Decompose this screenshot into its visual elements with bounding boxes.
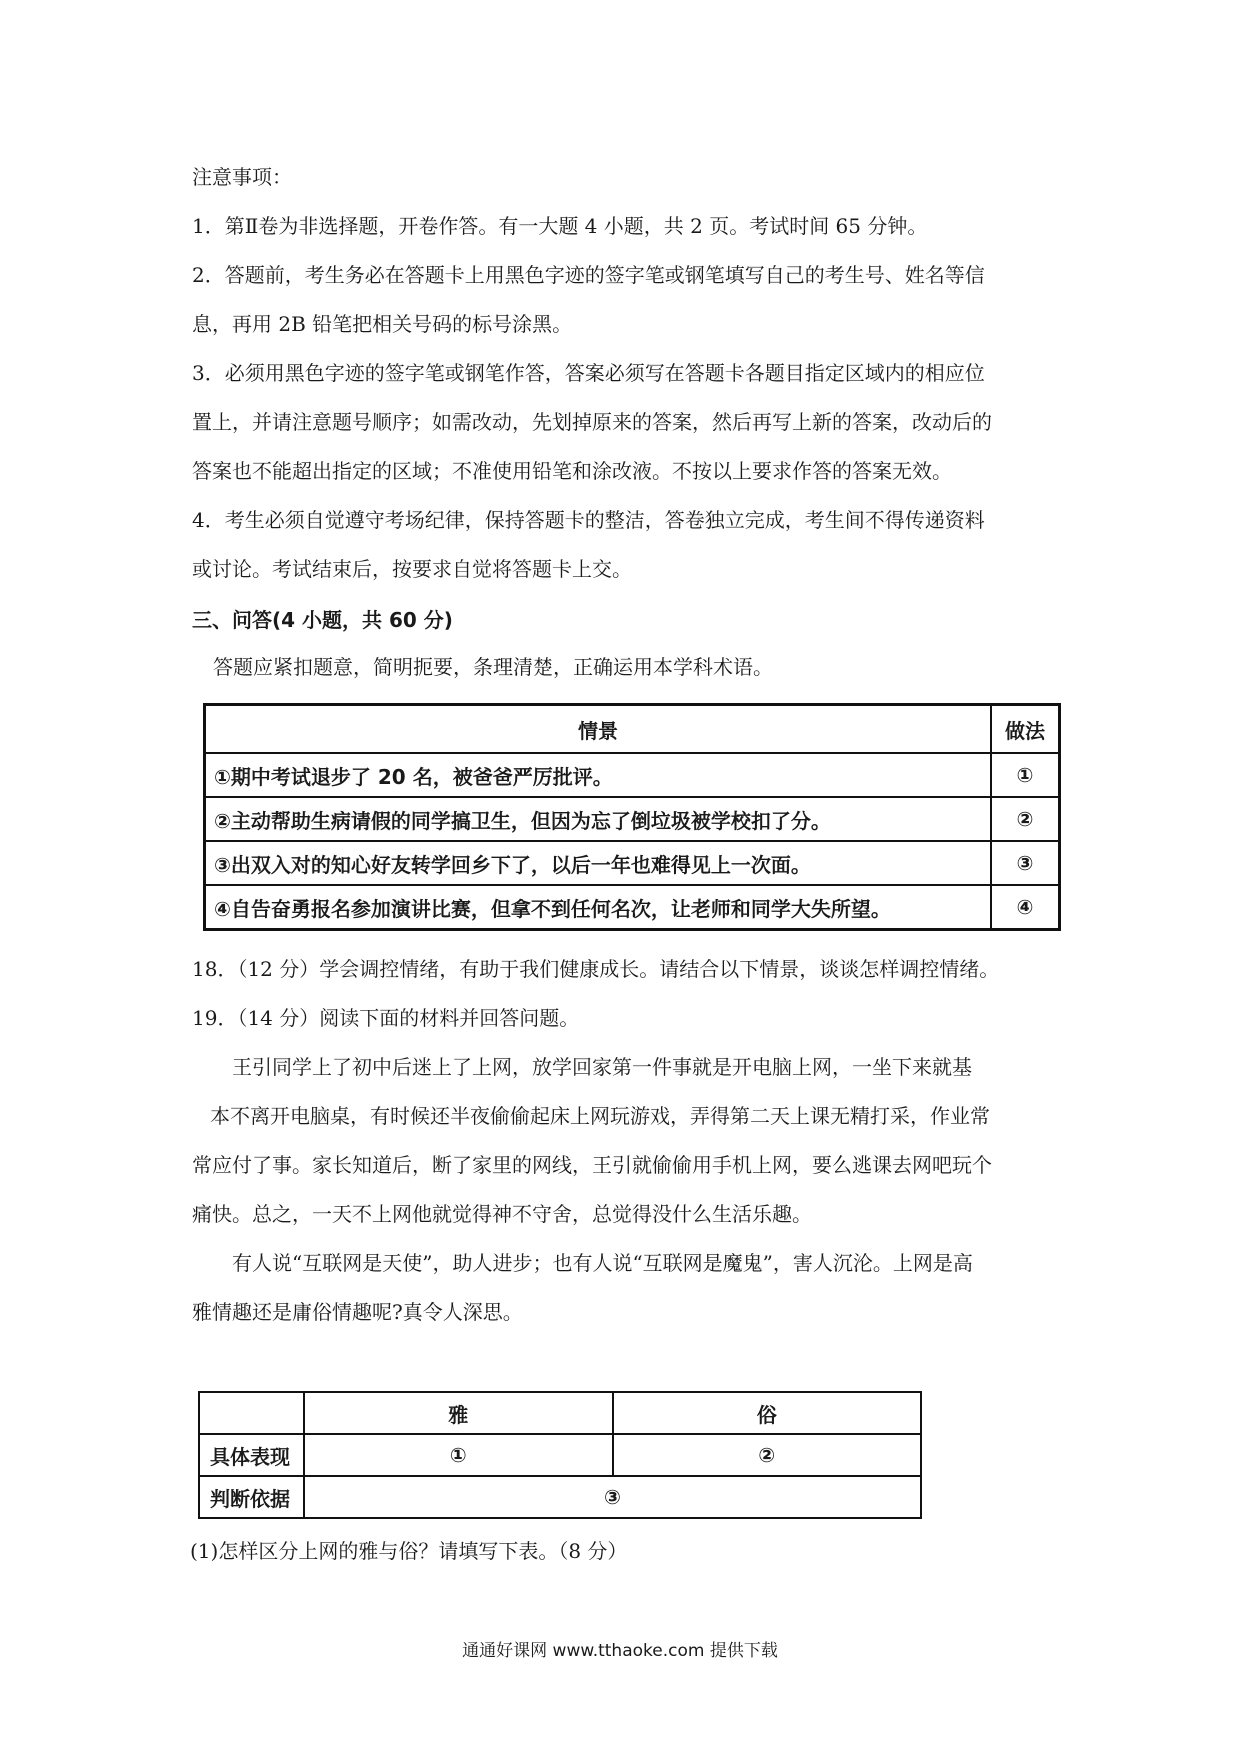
notice-item-2-line-1: 2．答题前，考生务必在答题卡上用黑色字迹的签字笔或钢笔填写自己的考生号、姓名等信 xyxy=(192,263,985,287)
q19-para1-line4: 痛快。总之，一天不上网他就觉得神不守舍，总觉得没什么生活乐趣。 xyxy=(192,1202,812,1226)
table-row xyxy=(205,797,1060,841)
scene-cell: ④自告奋勇报名参加演讲比赛，但拿不到任何名次，让老师和同学大失所望。 xyxy=(205,885,992,930)
q19-para1-line1: 王引同学上了初中后迷上了上网，放学回家第一件事就是开电脑上网，一坐下来就基 xyxy=(232,1055,972,1079)
su-performance-cell: ② xyxy=(613,1434,922,1476)
action-cell: ① xyxy=(991,753,1060,797)
notice-item-3-line-2: 置上，并请注意题号顺序；如需改动，先划掉原来的答案，然后再写上新的答案，改动后的 xyxy=(192,410,992,434)
ya-performance-cell: ① xyxy=(304,1434,613,1476)
action-cell: ④ xyxy=(991,885,1060,930)
header-action: 做法 xyxy=(991,705,1060,754)
ya-su-table xyxy=(198,1391,922,1519)
scene-cell: ①期中考试退步了 20 名，被爸爸严厉批评。 xyxy=(205,753,992,797)
section-title: 三、问答(4 小题，共 60 分) xyxy=(192,608,453,632)
notice-item-2-line-2: 息，再用 2B 铅笔把相关号码的标号涂黑。 xyxy=(192,312,573,336)
question-19-title: 19．（14 分）阅读下面的材料并回答问题。 xyxy=(192,1006,580,1030)
notice-item-3-line-1: 3．必须用黑色字迹的签字笔或钢笔作答，答案必须写在答题卡各题目指定区域内的相应位 xyxy=(192,361,985,385)
notice-item-4-line-2: 或讨论。考试结束后，按要求自觉将答题卡上交。 xyxy=(192,557,632,581)
scenario-table xyxy=(203,703,1061,931)
action-cell: ③ xyxy=(991,841,1060,885)
table-row xyxy=(205,753,1060,797)
header-ya: 雅 xyxy=(304,1392,613,1434)
q19-para2-line2: 雅情趣还是庸俗情趣呢?真令人深思。 xyxy=(192,1300,523,1324)
q19-para1-line3: 常应付了事。家长知道后，断了家里的网线，王引就偷偷用手机上网，要么逃课去网吧玩个 xyxy=(192,1153,992,1177)
scene-cell: ③出双入对的知心好友转学回乡下了，以后一年也难得见上一次面。 xyxy=(205,841,992,885)
q19-para2-line1: 有人说“互联网是天使”，助人进步；也有人说“互联网是魔鬼”，害人沉沦。上网是高 xyxy=(232,1251,973,1275)
row-label-performance: 具体表现 xyxy=(199,1434,304,1476)
footer-text: 通通好课网 www.tthaoke.com 提供下载 xyxy=(462,1641,778,1661)
notice-item-4-line-1: 4．考生必须自觉遵守考场纪律，保持答题卡的整洁，答卷独立完成，考生间不得传递资料 xyxy=(192,508,985,532)
header-su: 俗 xyxy=(613,1392,922,1434)
table-row xyxy=(205,885,1060,930)
table-header-row xyxy=(199,1392,921,1434)
section-instruction: 答题应紧扣题意，简明扼要，条理清楚，正确运用本学科术语。 xyxy=(213,655,773,679)
table-row xyxy=(199,1434,921,1476)
table-row xyxy=(199,1476,921,1518)
header-scene: 情景 xyxy=(205,705,992,754)
table-header-row xyxy=(205,705,1060,754)
corner-cell xyxy=(199,1392,304,1434)
row-label-basis: 判断依据 xyxy=(199,1476,304,1518)
question-18: 18．（12 分）学会调控情绪，有助于我们健康成长。请结合以下情景，谈谈怎样调控情绪。 xyxy=(192,957,1000,981)
basis-cell: ③ xyxy=(304,1476,921,1518)
table-row xyxy=(205,841,1060,885)
scene-cell: ②主动帮助生病请假的同学搞卫生，但因为忘了倒垃圾被学校扣了分。 xyxy=(205,797,992,841)
q19-para1-line2: 本不离开电脑桌，有时候还半夜偷偷起床上网玩游戏，弄得第二天上课无精打采，作业常 xyxy=(210,1104,990,1128)
action-cell: ② xyxy=(991,797,1060,841)
q19-subquestion-1: (1)怎样区分上网的雅与俗？请填写下表。（8 分） xyxy=(190,1539,628,1563)
notice-item-3-line-3: 答案也不能超出指定的区域；不准使用铅笔和涂改液。不按以上要求作答的答案无效。 xyxy=(192,459,952,483)
notice-item-1: 1．第Ⅱ卷为非选择题，开卷作答。有一大题 4 小题，共 2 页。考试时间 65 分钟。 xyxy=(192,214,928,238)
notice-heading: 注意事项： xyxy=(192,165,292,189)
